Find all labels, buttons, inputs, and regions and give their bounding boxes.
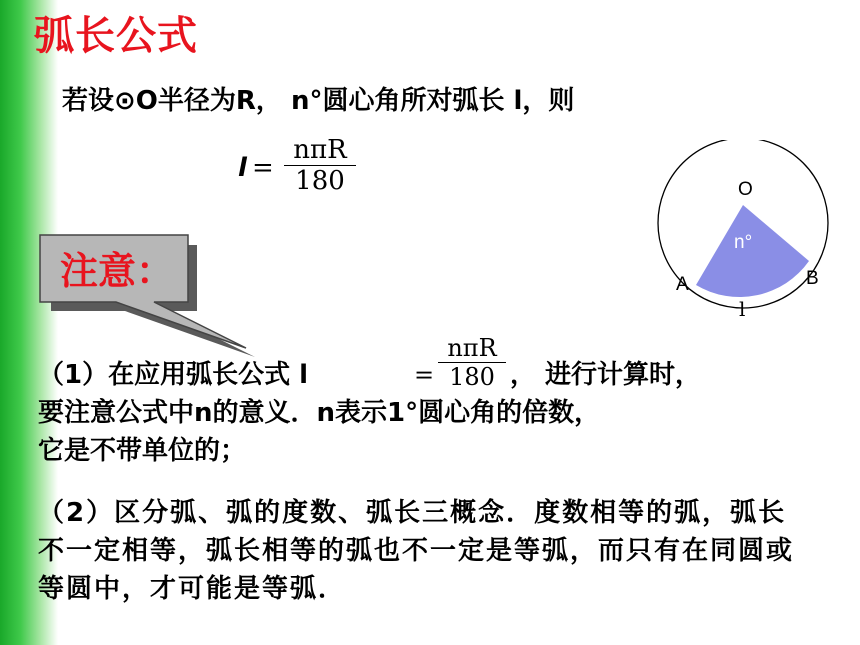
point-1-denominator: 180: [449, 363, 495, 391]
page-title: 弧长公式: [34, 13, 198, 59]
intro-text: 若设⊙O半径为R， n°圆心角所对弧长 l，则: [62, 86, 575, 116]
formula-numerator: nπR: [293, 135, 347, 165]
point-1-line-2: 要注意公式中n的意义．n表示1°圆心角的倍数，: [38, 398, 601, 428]
note-label: 注意：: [60, 249, 175, 293]
point-1-numerator: nπR: [447, 334, 497, 362]
point-2-text: （2）区分弧、弧的度数、弧长三概念．度数相等的弧，弧长不一定相等，弧长相等的弧也不一定是等弧，而只有在同圆或等圆中，才可能是等弧．: [38, 498, 795, 604]
point-1-fraction: [438, 334, 506, 391]
formula-denominator: 180: [295, 166, 345, 196]
point-1-equals: =: [414, 361, 435, 389]
point-a-label: A: [676, 274, 689, 295]
point-1-line-3: 它是不带单位的；: [38, 436, 247, 466]
arc-label: l: [739, 297, 746, 321]
center-label-o: O: [738, 179, 753, 200]
point-1-suffix: ， 进行计算时，: [510, 360, 702, 390]
point-1-prefix: （1）在应用弧长公式 l: [38, 360, 309, 390]
point-1-text: [38, 334, 798, 470]
formula-lhs: l: [238, 153, 247, 183]
formula-equals: =: [252, 153, 274, 183]
point-1-line-1: [38, 334, 798, 394]
point-b-label: B: [806, 268, 819, 289]
angle-label: n°: [734, 232, 753, 253]
